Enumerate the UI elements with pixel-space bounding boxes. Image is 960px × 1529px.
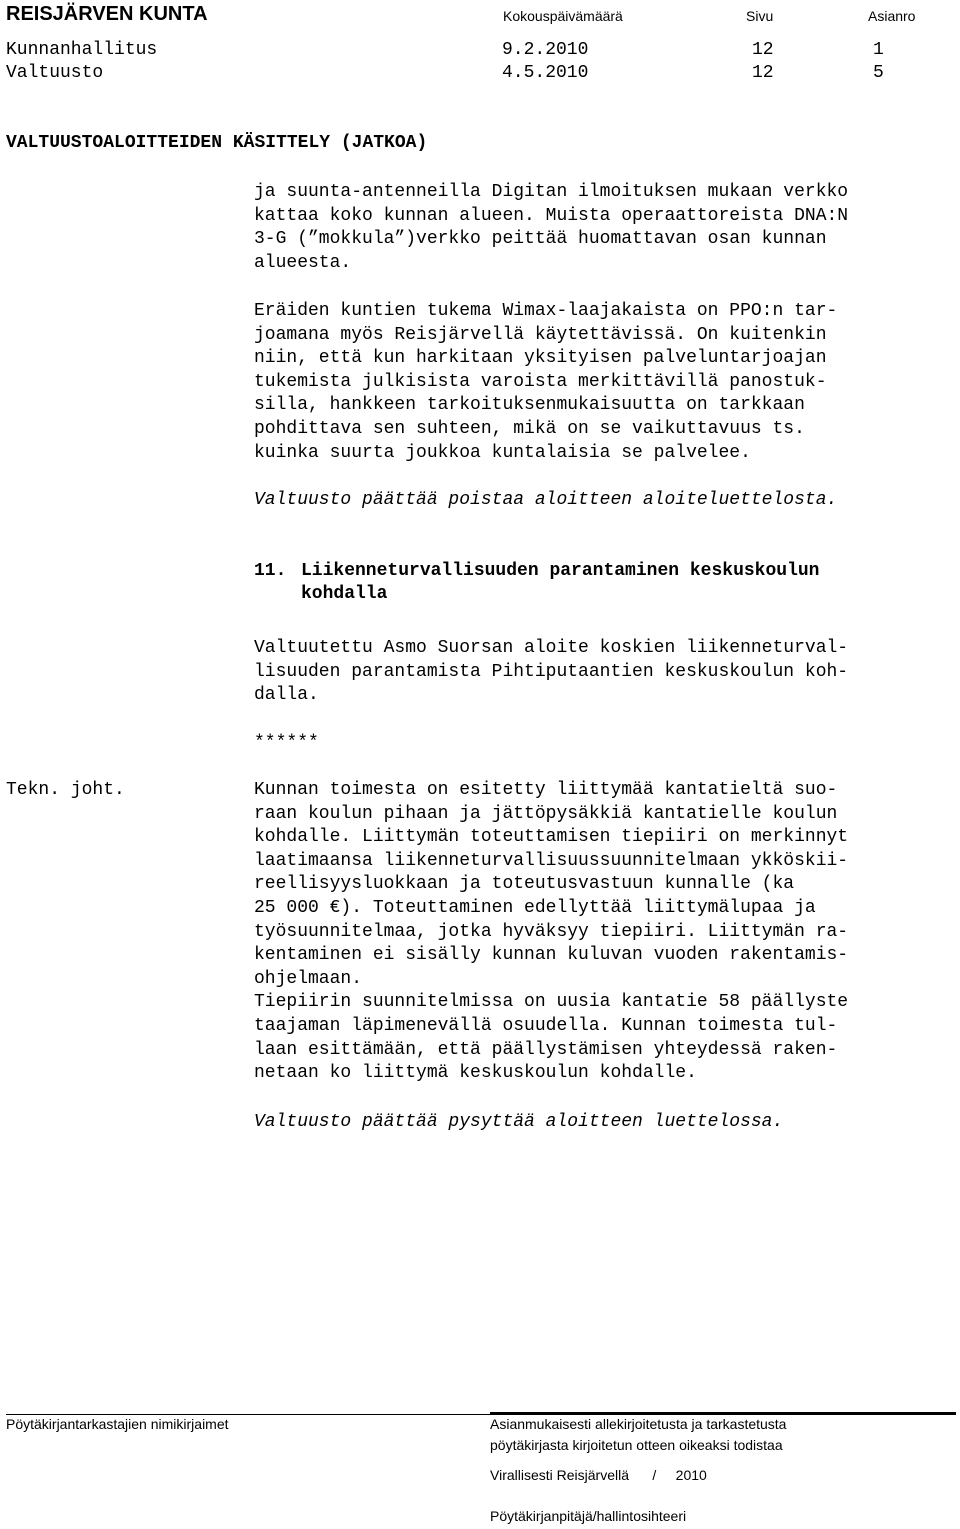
text-line: silla, hankkeen tarkoituksenmukaisuutta on tarkkaan xyxy=(254,395,805,416)
speaker-label: Tekn. joht. xyxy=(6,780,125,800)
text-line: 3-G (”mokkula”)verkko peittää huomattavan osan kunnan xyxy=(254,229,827,250)
header-row-page: 12 xyxy=(752,40,774,60)
footer-official-date: Virallisesti Reisjärvellä / 2010 xyxy=(490,1467,707,1483)
text-line: kattaa koko kunnan alueen. Muista operaattoreista DNA:N xyxy=(254,205,849,226)
text-line: laan esittämään, että päällystämisen yhteydessä raken- xyxy=(254,1039,838,1060)
text-line: Eräiden kuntien tukema Wimax-laajakaista on PPO:n tar- xyxy=(254,301,838,321)
paragraph-coverage xyxy=(254,181,848,275)
text-line: taajaman läpimenevällä osuudella. Kunnan toimesta tul- xyxy=(254,1015,838,1036)
footer-divider-thick xyxy=(490,1412,956,1414)
footer-certification: Asianmukaisesti allekirjoitetusta ja tarkastetusta xyxy=(490,1416,787,1432)
footer-secretary: Pöytäkirjanpitäjä/hallintosihteeri xyxy=(490,1508,687,1524)
text-line: kuinka suurta joukkoa kuntalaisia se palvelee. xyxy=(254,442,751,463)
text-line: 25 000 €). Toteuttaminen edellyttää liittymälupaa ja xyxy=(254,897,816,918)
text-line: Tiepiirin suunnitelmissa on uusia kantatie 58 päällyste xyxy=(254,992,849,1013)
text-line: niin, että kun harkitaan yksityisen palveluntarjoajan xyxy=(254,348,827,369)
paragraph-wimax xyxy=(254,300,837,465)
decision-remove: Valtuusto päättää poistaa aloitteen aloiteluettelosta. xyxy=(254,490,838,510)
text-line: kentaminen ei sisälly kunnan kuluvan vuoden rakentamis- xyxy=(254,945,849,966)
separator-stars: ****** xyxy=(254,733,319,753)
text-line: reellisyysluokkaan ja toteutusvastuun kunnalle (ka xyxy=(254,874,795,895)
text-line: tukemista julkisista varoista merkittävillä panostuk- xyxy=(254,371,827,392)
item-title: kohdalla xyxy=(301,584,388,604)
paragraph-initiative xyxy=(254,637,848,708)
text-line: Kunnan toimesta on esitetty liittymää kantatieltä suo- xyxy=(254,780,838,800)
decision-keep: Valtuusto päättää pysyttää aloitteen luettelossa. xyxy=(254,1112,784,1132)
paragraph-technical-director xyxy=(254,779,848,1086)
footer-reviewers-initials: Pöytäkirjantarkastajien nimikirjaimet xyxy=(6,1416,229,1432)
section-title: VALTUUSTOALOITTEIDEN KÄSITTELY (JATKOA) xyxy=(6,133,428,153)
text-line: ohjelmaan. xyxy=(254,968,363,989)
item-number-heading: Asianro xyxy=(868,8,916,24)
text-line: työsuunnitelmaa, jotka hyväksyy tiepiiri. Liittymän ra- xyxy=(254,921,849,942)
header-row-item: 5 xyxy=(873,63,884,83)
meeting-date-heading: Kokouspäivämäärä xyxy=(503,8,623,24)
item-title: Liikenneturvallisuuden parantaminen keskuskoulun xyxy=(301,561,820,581)
text-line: joamana myös Reisjärvellä käytettävissä. On kuitenkin xyxy=(254,324,827,345)
text-line: Valtuutettu Asmo Suorsan aloite koskien liikenneturval- xyxy=(254,638,849,658)
footer-certification: pöytäkirjasta kirjoitetun otteen oikeaksi todistaa xyxy=(490,1437,783,1453)
header-row-page: 12 xyxy=(752,63,774,83)
text-line: netaan ko liittymä keskuskoulun kohdalle. xyxy=(254,1063,697,1084)
text-line: pohdittava sen suhteen, mikä on se vaikuttavuus ts. xyxy=(254,418,805,439)
text-line: laatimaansa liikenneturvallisuussuunnitelmaan ykköskii- xyxy=(254,850,849,871)
item-number: 11. xyxy=(254,561,287,581)
page-heading: Sivu xyxy=(746,8,774,24)
header-row-item: 1 xyxy=(873,40,884,60)
organization-name: REISJÄRVEN KUNTA xyxy=(6,3,208,25)
text-line: dalla. xyxy=(254,685,319,706)
header-row-body: Kunnanhallitus xyxy=(6,40,158,60)
text-line: alueesta. xyxy=(254,252,352,273)
text-line: kohdalle. Liittymän toteuttamisen tiepiiri on merkinnyt xyxy=(254,827,849,848)
text-line: ja suunta-antenneilla Digitan ilmoituksen mukaan verkko xyxy=(254,182,849,202)
text-line: raan koulun pihaan ja jättöpysäkkiä kantatielle koulun xyxy=(254,803,838,824)
header-row-date: 9.2.2010 xyxy=(502,40,589,60)
footer-divider xyxy=(6,1414,956,1415)
header-row-date: 4.5.2010 xyxy=(502,63,589,83)
text-line: lisuuden parantamista Pihtiputaantien keskuskoulun koh- xyxy=(254,661,849,682)
header-row-body: Valtuusto xyxy=(6,63,104,83)
